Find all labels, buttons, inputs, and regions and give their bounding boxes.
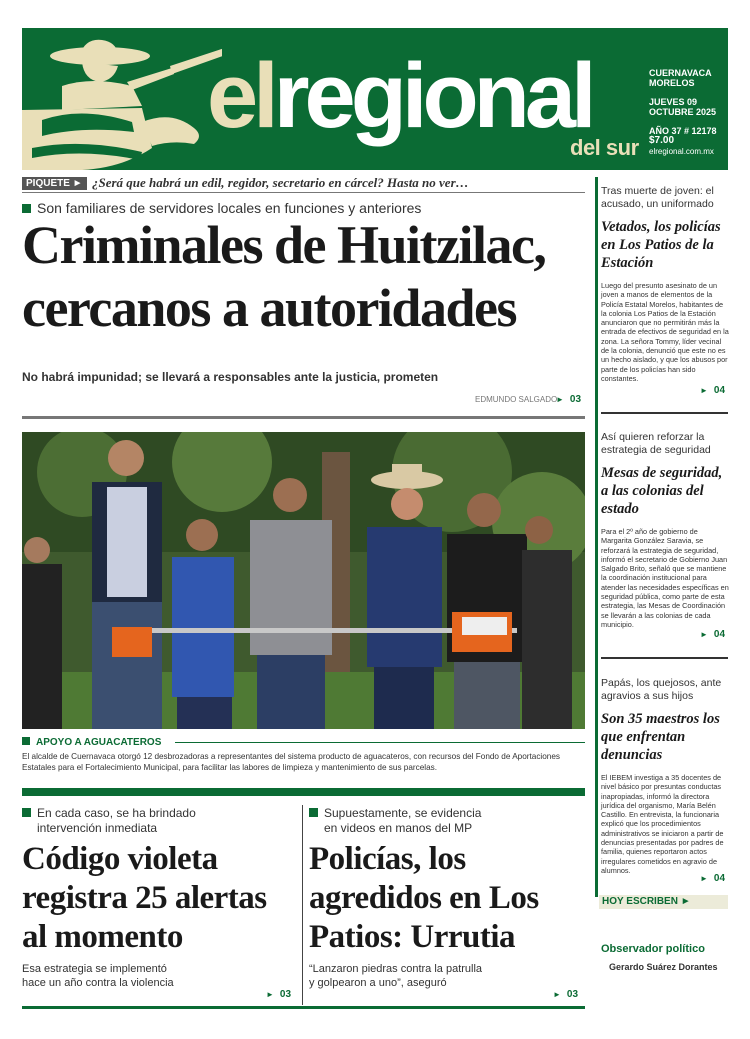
sidebar-kicker: Papás, los quejosos, ante agravios a sus hijos: [601, 677, 722, 702]
newspaper-logo[interactable]: elregional: [207, 45, 592, 147]
square-bullet-icon: [22, 737, 30, 745]
columnist-section-title[interactable]: Observador político: [601, 943, 705, 955]
play-arrow-icon: ►: [700, 386, 708, 395]
piquete-text: ¿Será que habrá un edil, regidor, secretario en cárcel? Hasta no ver…: [92, 175, 469, 190]
page-ref-sidebar-1[interactable]: ► 04: [700, 385, 726, 396]
divider: [22, 192, 585, 193]
square-bullet-icon: [22, 808, 31, 817]
play-arrow-icon: ►: [266, 990, 274, 999]
play-arrow-icon: ►: [556, 395, 564, 404]
divider: [22, 416, 585, 419]
sidebar-story-3[interactable]: [601, 677, 729, 875]
sidebar-headline: Mesas de seguridad, a las colonias del estado: [601, 465, 723, 517]
columnist-name: Gerardo Suárez Dorantes: [609, 962, 718, 972]
page-ref-right[interactable]: ► 03: [553, 989, 579, 1000]
sidebar-body: Para el 2º año de gobierno de Margarita González Saravia, se reforzará la estrategia de seguridad, informó el secretario de Gobierno Juan Salgado Brito, señaló que se mantiene la coordinación institucional para atender las necesidades específicas en seguridad pública, como parte de esta estrategia, las Mesas de Coordinación se llevarán a las colonias de cada municipio.: [601, 527, 729, 629]
sidebar-kicker: Así quieren reforzar la estrategia de seguridad: [601, 431, 711, 456]
main-kicker: Son familiares de servidores locales en funciones y anteriores: [22, 200, 421, 216]
divider: [601, 412, 728, 414]
right-story-headline[interactable]: Policías, los agredidos en Los Patios: Urrutia: [309, 841, 539, 955]
sidebar-body: El IEBEM investiga a 35 docentes de nivel básico por presuntas conductas inapropiadas, informó la directora jurídica del organismo, María Belén Castillo. En entrevista, la funcionaria explicó que los procedimientos administrativos se iniciaron a partir de denuncias presentadas por padres de familia, quienes reportaron actos irregulares cometidos en agravio de alumnos.: [601, 773, 724, 875]
masthead: [22, 28, 728, 170]
sidebar-body: Luego del presunto asesinato de un joven a manos de elementos de la Policía Estatal Morelos, habitantes de la colonia Los Patios de la Estación anunciaron que no permitirán más la entrada de efectivos de seguridad en la zona. La señora Tommy, líder vecinal de la colonia, denunció que este no es un hecho aislado, y que los abusos por parte de los policías han sido constantes.: [601, 281, 729, 383]
hoy-escriben-header[interactable]: HOY ESCRIBEN ►: [599, 895, 728, 909]
caption-label: APOYO A AGUACATEROS: [22, 737, 161, 748]
left-story-kicker: En cada caso, se ha brindado intervención inmediata: [22, 806, 196, 836]
column-divider: [302, 805, 303, 1005]
play-arrow-icon: ►: [700, 630, 708, 639]
main-deck: No habrá impunidad; se llevará a responsables ante la justicia, prometen: [22, 370, 439, 384]
sidebar-story-1[interactable]: [601, 185, 729, 383]
piquete-tag[interactable]: PIQUETE ►: [22, 177, 87, 190]
main-photo: [22, 432, 585, 729]
sidebar-kicker: Tras muerte de joven: el acusado, un uniformado: [601, 185, 714, 210]
byline: EDMUNDO SALGADO: [475, 395, 558, 404]
divider: [22, 788, 585, 796]
page-ref-sidebar-2[interactable]: ► 04: [700, 629, 726, 640]
divider: [601, 657, 728, 659]
play-arrow-icon: ►: [700, 874, 708, 883]
right-story-deck: “Lanzaron piedras contra la patrulla y golpearon a uno”, aseguró: [309, 963, 483, 989]
square-bullet-icon: [22, 204, 31, 213]
left-story-deck: Esa estrategia se implementó hace un año contra la violencia: [22, 963, 174, 989]
page-ref-sidebar-3[interactable]: ► 04: [700, 873, 726, 884]
page-ref-left[interactable]: ► 03: [266, 989, 292, 1000]
sidebar-headline: Son 35 maestros los que enfrentan denuncias: [601, 711, 720, 763]
play-arrow-icon: ►: [553, 990, 561, 999]
main-headline[interactable]: Criminales de Huitzilac, cercanos a autoridades: [22, 215, 546, 338]
sidebar-story-2[interactable]: [601, 431, 729, 629]
right-story-kicker: Supuestamente, se evidencia en videos en manos del MP: [309, 806, 481, 836]
page-ref-main[interactable]: ► 03: [556, 394, 582, 405]
logo-subtitle: del sur: [570, 135, 639, 160]
square-bullet-icon: [309, 808, 318, 817]
left-story-headline[interactable]: Código violeta registra 25 alertas al momento: [22, 841, 267, 955]
sidebar-accent-bar: [595, 177, 598, 897]
price: $7.00: [649, 135, 675, 146]
website-link[interactable]: elregional.com.mx: [649, 147, 714, 156]
divider: [175, 742, 585, 743]
horseman-logo-icon: [22, 36, 222, 170]
sidebar-headline: Vetados, los policías en Los Patios de la Estación: [601, 219, 721, 271]
edition-info: CUERNAVACA MORELOS JUEVES 09 OCTUBRE 2025 AÑO 37 # 12178 $7.00: [649, 68, 717, 146]
photo-caption: El alcalde de Cuernavaca otorgó 12 desbrozadoras a representantes del sistema producto de aguacateros, con recursos del Fondo de Aportaciones Estatales para el Fortalecimiento Municipal, para facilitar las labores de limpieza y mantenimiento de sus parcelas.: [22, 752, 560, 772]
divider: [22, 1006, 585, 1009]
